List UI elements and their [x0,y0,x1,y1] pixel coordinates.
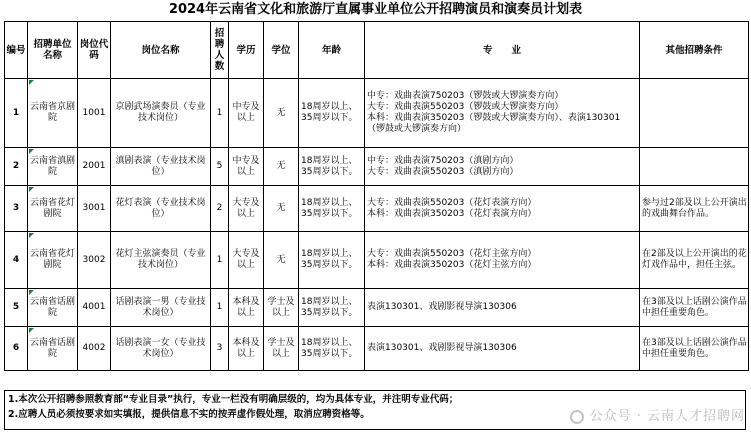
header-post: 岗位名称 [111,22,211,79]
row-number: 2 [5,148,28,186]
age-req: 18周岁以上、35周岁以下。 [299,327,365,371]
other-req [640,79,749,148]
table-row [5,186,749,232]
table-row [5,79,749,148]
post-name: 话剧表演一男（专业技术岗位） [111,289,211,327]
degree-req: 无 [264,232,299,289]
header-age: 年龄 [299,22,365,79]
note-line: 1.本次公开招聘参照教育部“专业目录”执行，专业一栏没有明确层级的，均为具体专业，并注明专业代码； [8,394,459,405]
header-code: 岗位代码 [78,22,111,79]
hire-count: 3 [211,327,229,371]
header-degree: 学位 [264,22,299,79]
age-req: 18周岁以上、35周岁以下。 [299,289,365,327]
major-req: 表演130301、戏剧影视导演130306 [365,289,640,327]
table-row [5,289,749,327]
row-number: 6 [5,327,28,371]
row-number: 5 [5,289,28,327]
unit-name: 云南省花灯剧院 [28,232,78,289]
header-other: 其他招聘条件 [640,22,749,79]
post-code: 3002 [78,232,111,289]
post-code: 3001 [78,186,111,232]
post-name: 花灯主弦演奏员（专业技术岗位） [111,232,211,289]
table-row [5,232,749,289]
major-req: 表演130301、戏剧影视导演130306 [365,327,640,371]
wechat-icon [570,410,584,424]
hire-count: 1 [211,289,229,327]
degree-req: 学士及以上 [264,289,299,327]
post-name: 京剧武场演奏员（专业技术岗位） [111,79,211,148]
other-req [640,148,749,186]
post-name: 话剧表演一女（专业技术岗位） [111,327,211,371]
row-number: 4 [5,232,28,289]
header-unit: 招聘单位名称 [28,22,78,79]
page-title: 2024年云南省文化和旅游厅直属事业单位公开招聘演员和演奏员计划表 [168,2,583,17]
age-req: 18周岁以上、35周岁以下。 [299,148,365,186]
table-row [5,327,749,371]
hire-count: 1 [211,232,229,289]
degree-req: 无 [264,186,299,232]
header-major: 专 业 [365,22,640,79]
age-req: 18周岁以上、35周岁以下。 [299,232,365,289]
watermark [570,405,745,424]
other-req: 在3部及以上话剧公演作品中担任重要角色。 [640,289,749,327]
unit-name: 云南省京剧院 [28,79,78,148]
row-number: 1 [5,79,28,148]
age-req: 18周岁以上、35周岁以下。 [299,186,365,232]
header-education: 学历 [229,22,264,79]
education-req: 大专及以上 [229,186,264,232]
major-req: 中专：戏曲表演750203（滇剧方向） 大专：戏曲表演550203（滇剧方向） [365,148,640,186]
other-req: 在3部及以上话剧公演作品中担任重要角色。 [640,327,749,371]
post-code: 2001 [78,148,111,186]
hire-count: 5 [211,148,229,186]
table-header-row [5,22,749,79]
row-number: 3 [5,186,28,232]
note-line: 2.应聘人员必须按要求如实填报，提供信息不实的按弄虚作假处理，取消应聘资格等。 [8,409,370,420]
other-req: 在2部及以上公开演出的花灯戏作品中，担任主弦。 [640,232,749,289]
unit-name: 云南省话剧院 [28,289,78,327]
age-req: 18周岁以上、35周岁以下。 [299,79,365,148]
degree-req: 无 [264,148,299,186]
unit-name: 云南省话剧院 [28,327,78,371]
header-count: 招聘人数 [211,22,229,79]
other-req: 参与过2部及以上公开演出的戏曲舞台作品。 [640,186,749,232]
unit-name: 云南省花灯剧院 [28,186,78,232]
degree-req: 学士及以上 [264,327,299,371]
post-name: 花灯表演（专业技术岗位） [111,186,211,232]
recruitment-plan-table [4,21,749,371]
post-code: 1001 [78,79,111,148]
post-name: 滇剧表演（专业技术岗位） [111,148,211,186]
table-row [5,148,749,186]
degree-req: 无 [264,79,299,148]
watermark-text: 公众号 · 云南人才招聘网 [589,409,745,424]
education-req: 中专及以上 [229,148,264,186]
major-req: 大专：戏曲表演550203（花灯表演方向） 本科：戏曲表演350203（花灯表演方向） [365,186,640,232]
header-no: 编号 [5,22,28,79]
hire-count: 1 [211,79,229,148]
education-req: 中专及以上 [229,79,264,148]
post-code: 4002 [78,327,111,371]
unit-name: 云南省滇剧院 [28,148,78,186]
hire-count: 2 [211,186,229,232]
major-req: 中专：戏曲表演750203（锣鼓或大锣演奏方向） 大专：戏曲表演550203（锣鼓或大锣演奏方向） 本科：戏曲表演350203（锣鼓或大锣演奏方向）、表演130301（锣鼓或大锣演奏方向） [365,79,640,148]
education-req: 本科及以上 [229,327,264,371]
post-code: 4001 [78,289,111,327]
major-req: 大专：戏曲表演550203（花灯主弦方向） 本科：戏曲表演350203（花灯主弦方向） [365,232,640,289]
education-req: 大专及以上 [229,232,264,289]
education-req: 本科及以上 [229,289,264,327]
